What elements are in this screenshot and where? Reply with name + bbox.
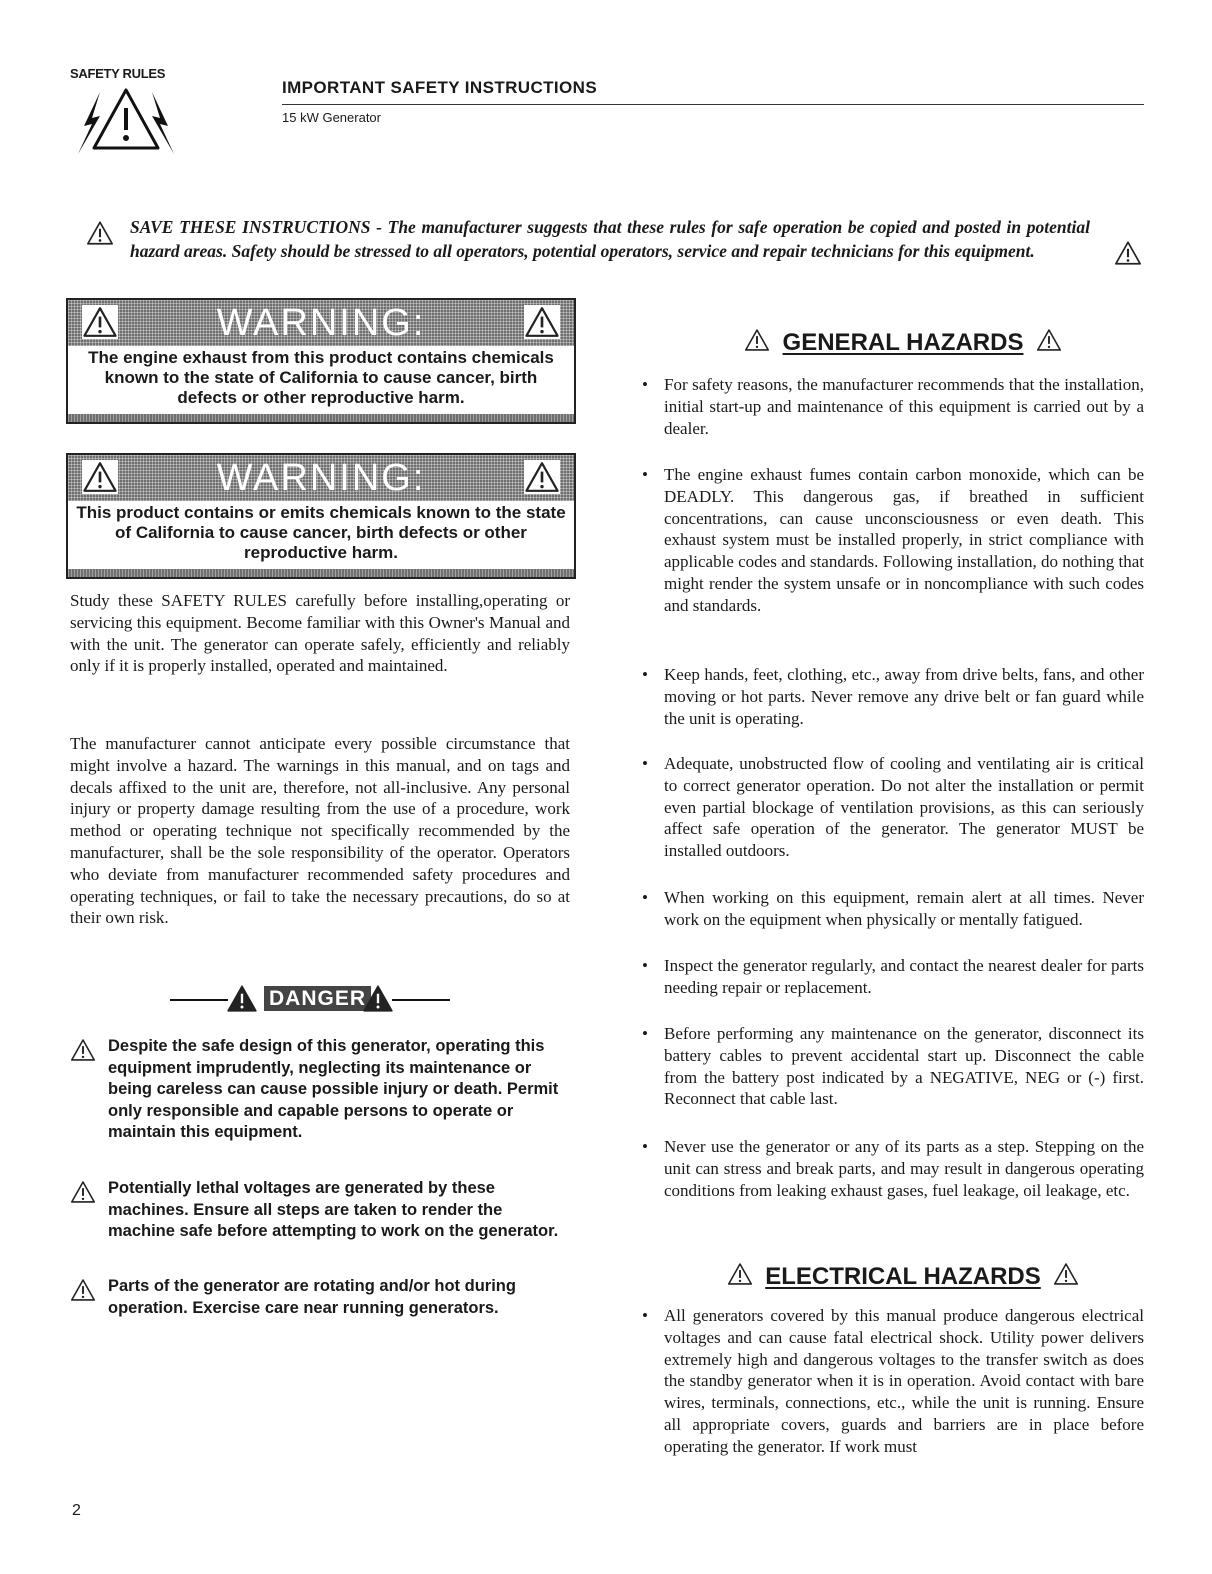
danger-item-text: Parts of the generator are rotating and/or hot during operation. Exercise care near running generators.: [108, 1277, 516, 1317]
danger-item: [70, 1036, 570, 1144]
list-item: [642, 753, 1144, 862]
danger-item: [70, 1276, 570, 1319]
section-label: SAFETY RULES: [70, 66, 166, 81]
list-item-text: The engine exhaust fumes contain carbon monoxide, which can be DEADLY. This dangerous gas, if breathed in sufficient concentrations, can cause unconsciousness or even death. This exhaust system must be installed properly, in strict compliance with applicable codes and standards. Following installation, do nothing that might render the system unsafe or in noncompliance with such codes and standards.: [664, 465, 1144, 615]
general-hazards-heading: [662, 328, 1144, 357]
warning-heading: WARNING:: [216, 457, 426, 499]
danger-triangle-icon: [226, 984, 258, 1013]
high-voltage-icon: [727, 1262, 753, 1286]
electrical-hazards-heading: [662, 1262, 1144, 1291]
warning-stripe: [68, 569, 574, 577]
bullet-marker: •: [642, 754, 648, 773]
warning-text: This product contains or emits chemicals known to the state of California to cause cancer, birth defects or other reproductive harm.: [76, 503, 566, 562]
warning-triangle-icon: [70, 1278, 96, 1302]
list-item: [642, 955, 1144, 999]
list-item-text: Never use the generator or any of its parts as a step. Stepping on the unit can stress and break parts, and may result in dangerous operating conditions from leaking exhaust gases, fuel leakage, oil leakage, etc.: [664, 1137, 1144, 1200]
list-item-text: For safety reasons, the manufacturer recommends that the installation, initial start-up and maintenance of this equipment is carried out by a dealer.: [664, 375, 1144, 438]
danger-item-text: Potentially lethal voltages are generated by these machines. Ensure all steps are taken to render the machine safe before attempting to work on the generator.: [108, 1179, 559, 1240]
warning-triangle-icon: [70, 1180, 96, 1204]
warning-triangle-icon: [1036, 328, 1062, 352]
list-item-text: When working on this equipment, remain alert at all times. Never work on the equipment when physically or mentally fatigued.: [664, 888, 1144, 929]
page-subtitle: 15 kW Generator: [282, 110, 381, 125]
danger-rule-right: [392, 999, 450, 1001]
warning-heading: WARNING:: [216, 302, 426, 344]
warning-triangle-icon: [1114, 240, 1142, 266]
list-item-text: All generators covered by this manual produce dangerous electrical voltages and can cause fatal electrical shock. Utility power delivers extremely high and dangerous voltages to the transfer switch as does the standby generator when it is in operation. Avoid contact with bare wires, terminals, connections, etc., while the unit is running. Ensure all appropriate covers, guards and barriers are in place before operating the generator. If work must: [664, 1306, 1144, 1456]
high-voltage-icon: [1053, 1262, 1079, 1286]
danger-triangle-icon: [362, 984, 394, 1013]
page-title: IMPORTANT SAFETY INSTRUCTIONS: [282, 78, 598, 97]
bullet-marker: •: [642, 465, 648, 484]
bullet-marker: •: [642, 1024, 648, 1043]
warning-triangle-icon: [524, 305, 560, 339]
bullet-marker: •: [642, 665, 648, 684]
list-item-text: Keep hands, feet, clothing, etc., away from drive belts, fans, and other moving or hot parts. Never remove any drive belt or fan guard while the unit is operating.: [664, 665, 1144, 728]
list-item: [642, 1136, 1144, 1201]
danger-item: [70, 1178, 570, 1243]
save-instructions-text: SAVE THESE INSTRUCTIONS - The manufacturer suggests that these rules for safe operation be copied and posted in potential hazard areas. Safety should be stressed to all operators, potential operators, service and repair technicians for this equipment.: [130, 217, 1090, 261]
bullet-marker: •: [642, 375, 648, 394]
list-item: [642, 1023, 1144, 1110]
warning-header: [68, 455, 574, 501]
high-voltage-warning-icon: [70, 84, 182, 156]
warning-triangle-icon: [524, 460, 560, 494]
list-item-text: Adequate, unobstructed flow of cooling and ventilating air is critical to correct generator operation. Do not alter the installation or permit even partial blockage of ventilation provisions, as this can seriously affect safe operation of the generator. The generator MUST be installed outdoors.: [664, 754, 1144, 861]
danger-item-text: Despite the safe design of this generator, operating this equipment imprudently, neglecting its maintenance or being careless can cause possible injury or death. Permit only responsible and capable persons to operate or maintain this equipment.: [108, 1037, 559, 1141]
warning-header: [68, 300, 574, 346]
warning-stripe: [68, 414, 574, 422]
page-number: 2: [72, 1502, 81, 1519]
intro-paragraph: The manufacturer cannot anticipate every possible circumstance that might involve a hazard. The warnings in this manual, and on tags and decals affixed to the unit are, therefore, not all-inclusive. Any personal injury or property damage resulting from the use of a procedure, work method or operating technique not specifically recommended by the manufacturer, shall be the sole responsibility of the operator. Operators who deviate from manufacturer recommended safety procedures and operating techniques, or fail to take the necessary precautions, do so at their own risk.: [70, 734, 570, 928]
bullet-marker: •: [642, 956, 648, 975]
list-item: [642, 464, 1144, 617]
danger-banner: [170, 984, 470, 1014]
warning-box-chemicals: [66, 453, 576, 579]
list-item-text: Inspect the generator regularly, and contact the nearest dealer for parts needing repair or replacement.: [664, 956, 1144, 997]
header-divider: [282, 104, 1144, 105]
bullet-marker: •: [642, 888, 648, 907]
list-item: [642, 887, 1144, 931]
bullet-marker: •: [642, 1306, 648, 1325]
general-hazards-title: GENERAL HAZARDS: [782, 329, 1024, 356]
list-item-text: Before performing any maintenance on the generator, disconnect its battery cables to prevent accidental start up. Disconnect the cable from the battery post indicated by a NEGATIVE, NEG or (-) first. Reconnect that cable last.: [664, 1024, 1144, 1109]
warning-triangle-icon: [86, 220, 114, 246]
warning-text: The engine exhaust from this product contains chemicals known to the state of California to cause cancer, birth defects or other reproductive harm.: [88, 348, 554, 407]
warning-triangle-icon: [70, 1038, 96, 1062]
list-item: [642, 664, 1144, 729]
intro-paragraph: Study these SAFETY RULES carefully before installing,operating or servicing this equipment. Become familiar with this Owner's Manual and with the unit. The generator can operate safely, efficiently and reliably only if it is properly installed, operated and maintained.: [70, 591, 570, 676]
bullet-marker: •: [642, 1137, 648, 1156]
electrical-hazards-title: ELECTRICAL HAZARDS: [765, 1263, 1041, 1290]
danger-rule-left: [170, 999, 228, 1001]
list-item: [642, 374, 1144, 439]
warning-triangle-icon: [744, 328, 770, 352]
warning-box-exhaust: [66, 298, 576, 424]
danger-label: DANGER: [264, 986, 371, 1011]
list-item: [642, 1305, 1144, 1458]
